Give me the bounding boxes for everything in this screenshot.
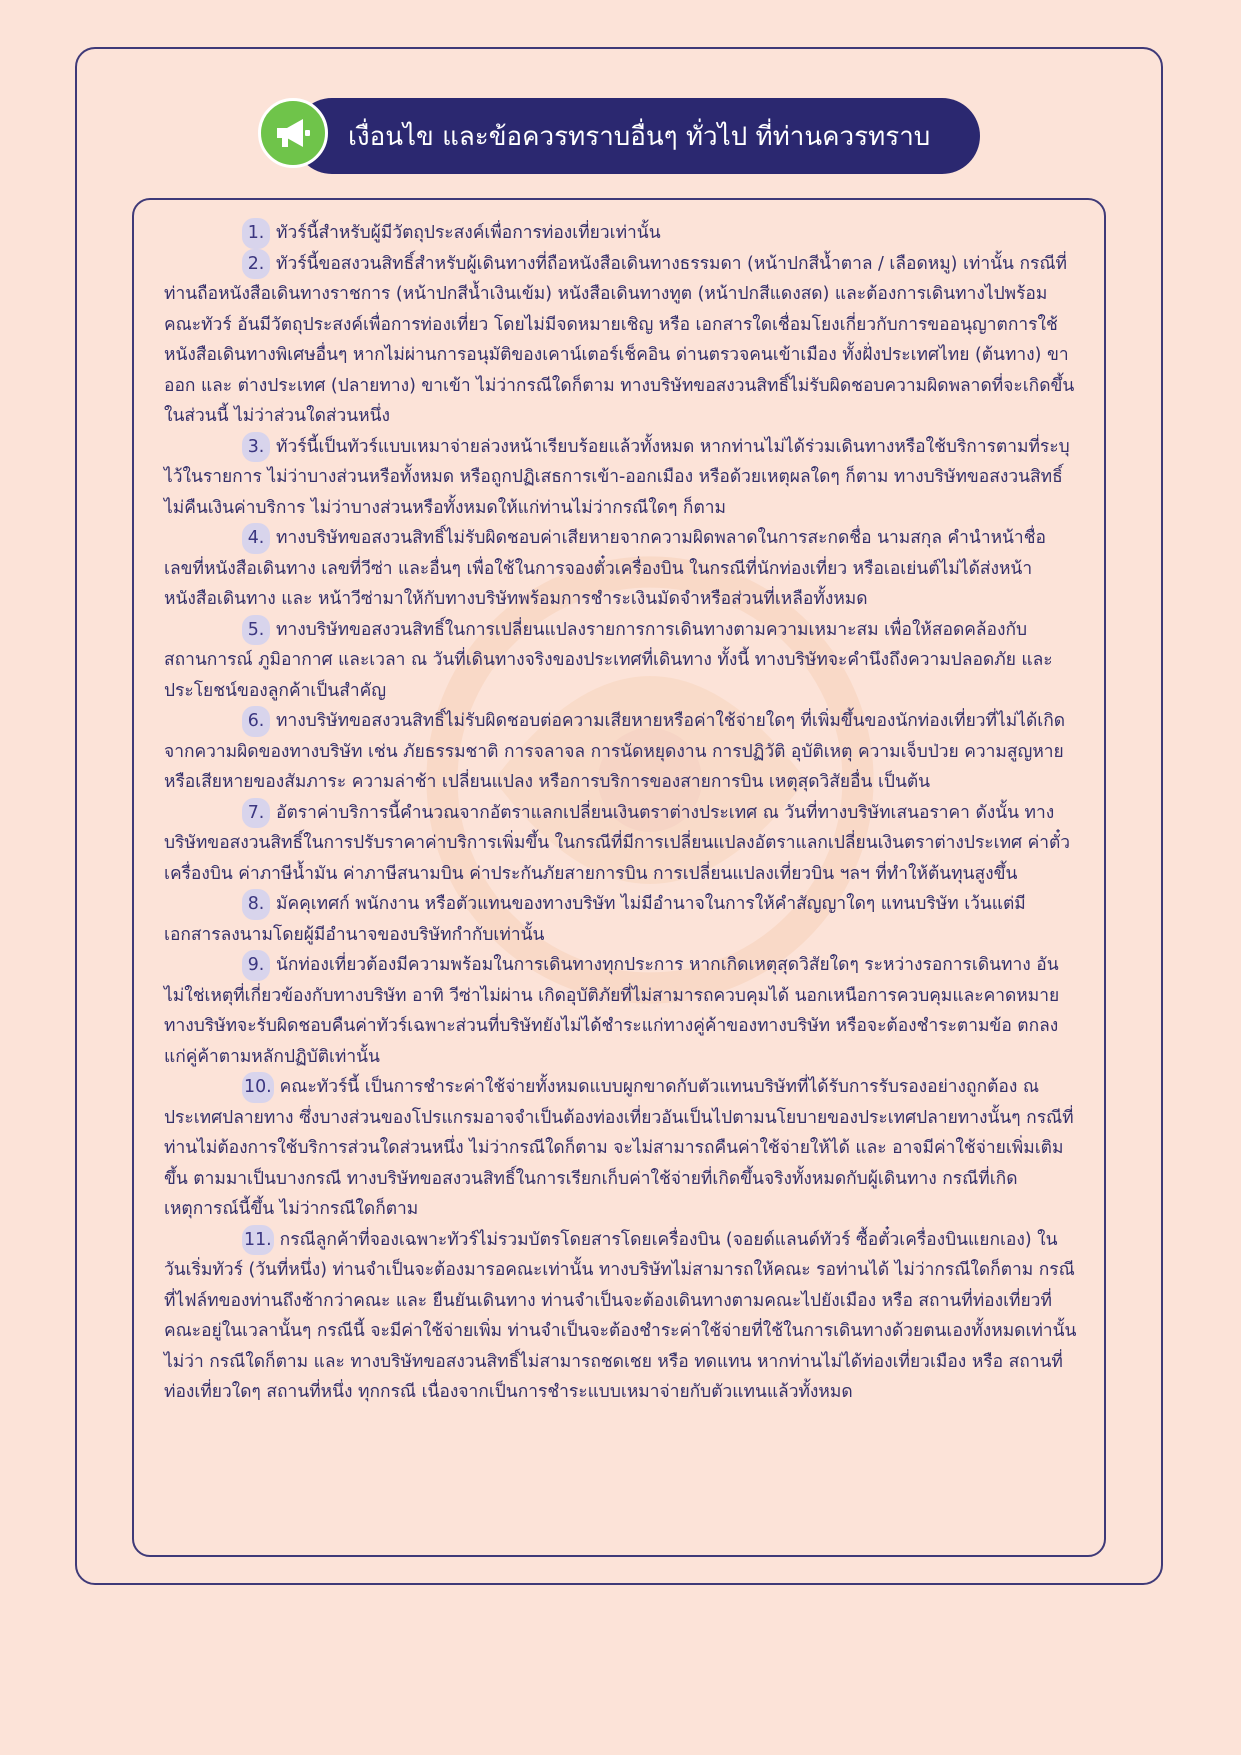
- term-number: 10.: [242, 1072, 274, 1103]
- megaphone-icon: [258, 98, 328, 168]
- terms-box: [132, 198, 1106, 1557]
- term-number: 2.: [242, 249, 270, 280]
- title-pill: [294, 98, 980, 174]
- term-text: ทัวร์นี้สำหรับผู้มีวัตถุประสงค์เพื่อการท่องเที่ยวเท่านั้น: [276, 223, 661, 243]
- title-banner: [258, 98, 980, 174]
- term-number: 11.: [242, 1225, 274, 1256]
- term-text: คณะทัวร์นี้ เป็นการชำระค่าใช้จ่ายทั้งหมดแบบผูกขาดกับตัวแทนบริษัทที่ได้รับการรับรองอย่างถูกต้อง ณ ประเทศปลายทาง ซึ่งบางส่วนของโปรแกรมอาจจำเป็นต้องท่องเที่ยวอันเป็นไปตามนโยบายของประเทศปลายทางนั้นๆ กรณีที่ท่านไม่ต้องการใช้บริการส่วนใดส่วนหนึ่ง ไม่ว่ากรณีใดก็ตาม จะไม่สามารถคืนค่าใช้จ่ายให้ได้ และ อาจมีค่าใช้จ่ายเพิ่มเติมขึ้น ตามมาเป็นบางกรณี ทางบริษัทขอสงวนสิทธิ์ในการเรียกเก็บค่าใช้จ่ายที่เกิดขึ้นจริงทั้งหมดกับผู้เดินทาง กรณีที่เกิดเหตุการณ์นี้ขึ้น ไม่ว่ากรณีใดก็ตาม: [164, 1077, 1074, 1219]
- term-number: 6.: [242, 706, 270, 737]
- term-number: 5.: [242, 615, 270, 646]
- term-number: 1.: [242, 218, 270, 249]
- term-number: 4.: [242, 523, 270, 554]
- term-item: [164, 1225, 1078, 1408]
- term-text: กรณีลูกค้าที่จองเฉพาะทัวร์ไม่รวมบัตรโดยสารโดยเครื่องบิน (จอยด์แลนด์ทัวร์ ซื้อตั๋วเครื่องบินแยกเอง) ในวันเริ่มทัวร์ (วันที่หนึ่ง) ท่านจำเป็นจะต้องมารอคณะเท่านั้น ทางบริษัทไม่สามารถให้คณะ รอท่านได้ ไม่ว่ากรณีใดก็ตาม กรณีที่ไฟล์ทของท่านถึงช้ากว่าคณะ และ ยืนยันเดินทาง ท่านจำเป็นจะต้องเดินทางตามคณะไปยังเมือง หรือ สถานที่ท่องเที่ยวที่คณะอยู่ในเวลานั้นๆ กรณีนี้ จะมีค่าใช้จ่ายเพิ่ม ท่านจำเป็นจะต้องชำระค่าใช้จ่ายที่ใช้ในการเดินทางด้วยตนเองทั้งหมดเท่านั้น ไม่ว่า กรณีใดก็ตาม และ ทางบริษัทขอสงวนสิทธิ์ไม่สามารถชดเชย หรือ ทดแทน หากท่านไม่ได้ท่องเที่ยวเมือง หรือ สถานที่ท่องเที่ยวใดๆ สถานที่หนึ่ง ทุกกรณี เนื่องจากเป็นการชำระแบบเหมาจ่ายกับตัวแทนแล้วทั้งหมด: [164, 1229, 1077, 1402]
- term-text: อัตราค่าบริการนี้คำนวณจากอัตราแลกเปลี่ยนเงินตราต่างประเทศ ณ วันที่ทางบริษัทเสนอราคา ดังนั้น ทางบริษัทขอสงวนสิทธิ์ในการปรับราคาค่าบริการเพิ่มขึ้น ในกรณีที่มีการเปลี่ยนแปลงอัตราแลกเปลี่ยนเงินตราต่างประเทศ ค่าตั๋ว เครื่องบิน ค่าภาษีน้ำมัน ค่าภาษีสนามบิน ค่าประกันภัยสายการบิน การเปลี่ยนแปลงเที่ยวบิน ฯลฯ ที่ทำให้ต้นทุนสูงขึ้น: [164, 802, 1071, 884]
- term-text: ทางบริษัทขอสงวนสิทธิ์ไม่รับผิดชอบค่าเสียหายจากความผิดพลาดในการสะกดชื่อ นามสกุล คำนำหน้าชื่อ เลขที่หนังสือเดินทาง เลขที่วีซ่า และอื่นๆ เพื่อใช้ในการจองตั๋วเครื่องบิน ในกรณีที่นักท่องเที่ยว หรือเอเย่นต์ไม่ได้ส่งหน้าหนังสือเดินทาง และ หน้าวีซ่ามาให้กับทางบริษัทพร้อมการชำระเงินมัดจำหรือส่วนที่เหลือทั้งหมด: [164, 528, 1046, 609]
- term-number: 3.: [242, 432, 270, 463]
- term-item: [164, 615, 1078, 707]
- term-item: [164, 432, 1078, 524]
- term-number: 9.: [242, 950, 270, 981]
- term-item: [164, 950, 1078, 1072]
- term-text: ทัวร์นี้เป็นทัวร์แบบเหมาจ่ายล่วงหน้าเรียบร้อยแล้วทั้งหมด หากท่านไม่ได้ร่วมเดินทางหรือใช้บริการตามที่ระบุไว้ในรายการ ไม่ว่าบางส่วนหรือทั้งหมด หรือถูกปฏิเสธการเข้า-ออกเมือง หรือด้วยเหตุผลใดๆ ก็ตาม ทางบริษัทขอสงวนสิทธิ์ไม่คืนเงินค่าบริการ ไม่ว่าบางส่วนหรือทั้งหมดให้แก่ท่านไม่ว่ากรณีใดๆ ก็ตาม: [164, 436, 1070, 518]
- term-item: [164, 218, 1078, 249]
- page-title: เงื่อนไข และข้อควรทราบอื่นๆ ทั่วไป ที่ท่านควรทราบ: [348, 121, 931, 152]
- term-text: นักท่องเที่ยวต้องมีความพร้อมในการเดินทางทุกประการ หากเกิดเหตุสุดวิสัยใดๆ ระหว่างรอการเดินทาง อันไม่ใช่เหตุที่เกี่ยวข้องกับทางบริษัท อาทิ วีซ่าไม่ผ่าน เกิดอุบัติภัยที่ไม่สามารถควบคุมได้ นอกเหนือการควบคุมและคาดหมาย ทางบริษัทจะรับผิดชอบคืนค่าทัวร์เฉพาะส่วนที่บริษัทยังไม่ได้ชำระแก่ทางคู่ค้าของทางบริษัท หรือจะต้องชำระตามข้อ ตกลงแก่คู่ค้าตามหลักปฏิบัติเท่านั้น: [164, 955, 1060, 1067]
- term-item: [164, 523, 1078, 615]
- term-item: [164, 1072, 1078, 1225]
- term-item: [164, 798, 1078, 890]
- term-text: ทัวร์นี้ขอสงวนสิทธิ์สำหรับผู้เดินทางที่ถือหนังสือเดินทางธรรมดา (หน้าปกสีน้ำตาล / เลือดหมู) เท่านั้น กรณีที่ท่านถือหนังสือเดินทางราชการ (หน้าปกสีน้ำเงินเข้ม) หนังสือเดินทางทูต (หน้าปกสีแดงสด) และต้องการเดินทางไปพร้อมคณะทัวร์ อันมีวัตถุประสงค์เพื่อการท่องเที่ยว โดยไม่มีจดหมายเชิญ หรือ เอกสารใดเชื่อมโยงเกี่ยวกับการขออนุญาตการใช้หนังสือเดินทางพิเศษอื่นๆ หากไม่ผ่านการอนุมัติของเคาน์เตอร์เช็คอิน ด่านตรวจคนเข้าเมือง ทั้งฝั่งประเทศไทย (ต้นทาง) ขาออก และ ต่างประเทศ (ปลายทาง) ขาเข้า ไม่ว่ากรณีใดก็ตาม ทางบริษัทขอสงวนสิทธิ์ไม่รับผิดชอบความผิดพลาดที่จะเกิดขึ้นในส่วนนี้ ไม่ว่าส่วนใดส่วนหนึ่ง: [164, 253, 1075, 426]
- term-item: [164, 889, 1078, 950]
- term-item: [164, 249, 1078, 432]
- term-text: มัคคุเทศก์ พนักงาน หรือตัวแทนของทางบริษัท ไม่มีอำนาจในการให้คำสัญญาใดๆ แทนบริษัท เว้นแต่มีเอกสารลงนามโดยผู้มีอำนาจของบริษัทกำกับเท่านั้น: [164, 894, 1026, 945]
- term-text: ทางบริษัทขอสงวนสิทธิ์ในการเปลี่ยนแปลงรายการการเดินทางตามความเหมาะสม เพื่อให้สอดคล้องกับ สถานการณ์ ภูมิอากาศ และเวลา ณ วันที่เดินทางจริงของประเทศที่เดินทาง ทั้งนี้ ทางบริษัทจะคำนึงถึงความปลอดภัย และ ประโยชน์ของลูกค้าเป็นสำคัญ: [164, 619, 1053, 701]
- term-number: 8.: [242, 889, 270, 920]
- term-number: 7.: [242, 798, 270, 829]
- term-text: ทางบริษัทขอสงวนสิทธิ์ไม่รับผิดชอบต่อความเสียหายหรือค่าใช้จ่ายใดๆ ที่เพิ่มขึ้นของนักท่องเที่ยวที่ไม่ได้เกิดจากความผิดของทางบริษัท เช่น ภัยธรรมชาติ การจลาจล การนัดหยุดงาน การปฏิวัติ อุบัติเหตุ ความเจ็บป่วย ความสูญหายหรือเสียหายของสัมภาระ ความล่าช้า เปลี่ยนแปลง หรือการบริการของสายการบิน เหตุสุดวิสัยอื่น เป็นต้น: [164, 711, 1066, 792]
- term-item: [164, 706, 1078, 798]
